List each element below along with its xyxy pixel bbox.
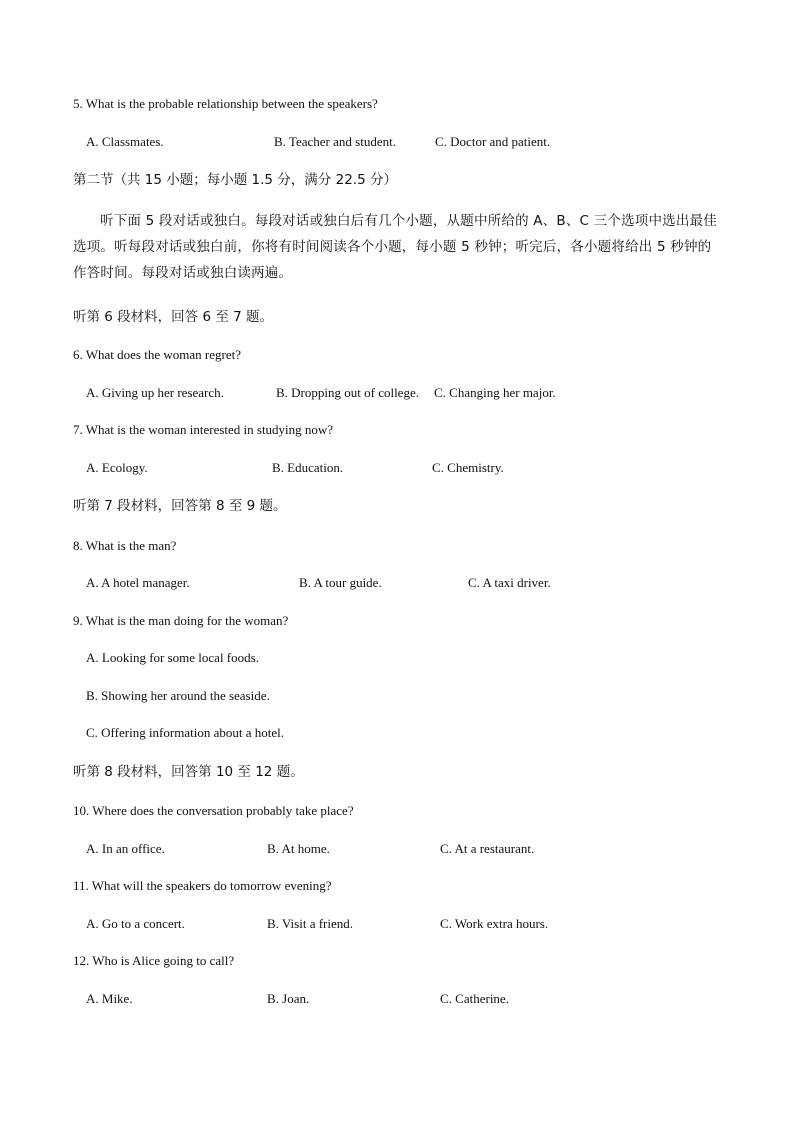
question-6-option-a: A. Giving up her research. <box>86 385 224 400</box>
question-6-option-b: B. Dropping out of college. <box>276 385 419 400</box>
question-10-stem: 10. Where does the conversation probably take place? <box>73 803 354 818</box>
question-12-option-a: A. Mike. <box>86 991 133 1006</box>
question-11-option-a: A. Go to a concert. <box>86 916 185 931</box>
material-7-intro: 听第 7 段材料，回答第 8 至 9 题。 <box>73 498 287 514</box>
question-10-option-b: B. At home. <box>267 841 330 856</box>
question-7-stem: 7. What is the woman interested in studying now? <box>73 422 334 437</box>
question-10-option-c: C. At a restaurant. <box>440 841 535 856</box>
question-5-option-c: C. Doctor and patient. <box>435 134 551 149</box>
section-2-heading: 第二节（共 15 小题；每小题 1.5 分，满分 22.5 分） <box>73 172 397 188</box>
question-10-option-a: A. In an office. <box>86 841 165 856</box>
material-8-intro: 听第 8 段材料，回答第 10 至 12 题。 <box>73 764 304 780</box>
question-7-option-a: A. Ecology. <box>86 460 148 475</box>
question-9-stem: 9. What is the man doing for the woman? <box>73 613 289 628</box>
question-12-stem: 12. Who is Alice going to call? <box>73 953 235 968</box>
question-8-option-b: B. A tour guide. <box>299 575 382 590</box>
question-6-option-c: C. Changing her major. <box>434 385 556 400</box>
question-5-stem: 5. What is the probable relationship between the speakers? <box>73 96 378 111</box>
question-7-option-b: B. Education. <box>272 460 344 475</box>
question-8-option-c: C. A taxi driver. <box>468 575 551 590</box>
question-11-option-c: C. Work extra hours. <box>440 916 549 931</box>
question-8-option-a: A. A hotel manager. <box>86 575 190 590</box>
question-9-option-a: A. Looking for some local foods. <box>86 650 259 665</box>
question-8-stem: 8. What is the man? <box>73 538 177 553</box>
section-2-instructions: 听下面 5 段对话或独白。每段对话或独白后有几个小题，从题中所给的 A、B、C 三个选项中选出最佳选项。听每段对话或独白前，你将有时间阅读各个小题，每小题 5 秒钟；听完后，各小题将给出 5 秒钟的作答时间。每段对话或独白读两遍。 <box>73 213 717 281</box>
question-9-option-c: C. Offering information about a hotel. <box>86 725 284 740</box>
question-5-option-a: A. Classmates. <box>86 134 164 149</box>
question-7-option-c: C. Chemistry. <box>432 460 504 475</box>
question-5-option-b: B. Teacher and student. <box>274 134 396 149</box>
question-12-option-c: C. Catherine. <box>440 991 509 1006</box>
question-9-option-b: B. Showing her around the seaside. <box>86 688 270 703</box>
question-12-option-b: B. Joan. <box>267 991 310 1006</box>
question-6-stem: 6. What does the woman regret? <box>73 347 241 362</box>
question-11-option-b: B. Visit a friend. <box>267 916 353 931</box>
material-6-intro: 听第 6 段材料，回答 6 至 7 题。 <box>73 309 274 325</box>
question-11-stem: 11. What will the speakers do tomorrow evening? <box>73 878 332 893</box>
